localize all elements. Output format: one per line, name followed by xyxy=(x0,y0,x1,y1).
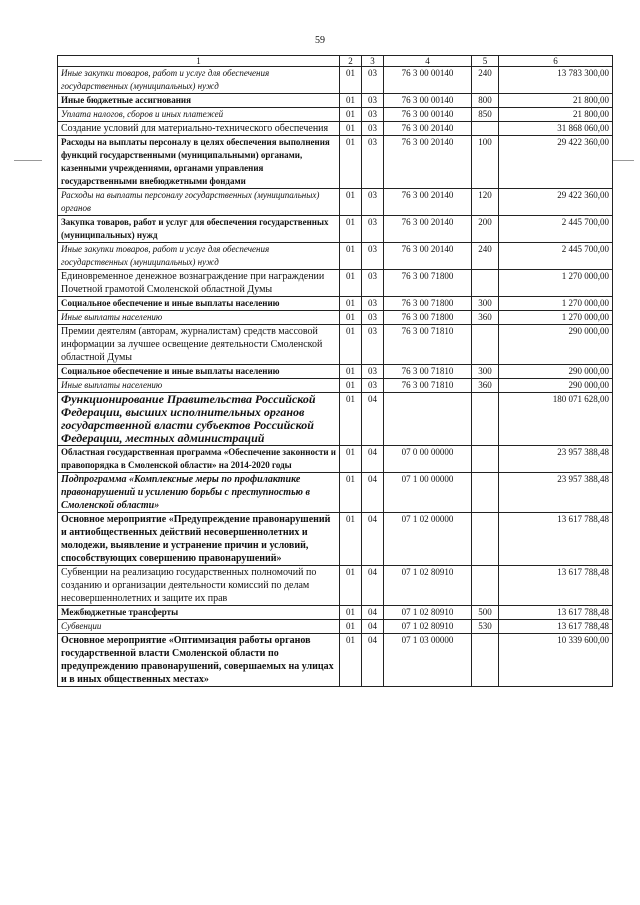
row-name: Субвенции xyxy=(58,620,340,634)
row-expense-type-code: 300 xyxy=(472,297,499,311)
row-name: Расходы на выплаты персоналу государственных (муниципальных) органов xyxy=(58,189,340,216)
row-amount: 2 445 700,00 xyxy=(499,216,613,243)
row-expense-type-code: 100 xyxy=(472,136,499,189)
row-section-code: 01 xyxy=(340,67,362,94)
row-subsection-code: 03 xyxy=(362,189,384,216)
margin-mark xyxy=(14,160,42,161)
row-name: Основное мероприятие «Оптимизация работы органов государственной власти Смоленской области по предупреждению правонарушений, совершаемых на улицах и в иных общественных местах» xyxy=(58,634,340,687)
row-amount: 13 617 788,48 xyxy=(499,566,613,606)
table-body xyxy=(58,67,613,687)
row-name: Иные закупки товаров, работ и услуг для обеспечения государственных (муниципальных) нужд xyxy=(58,243,340,270)
row-target-article-code: 76 3 00 71800 xyxy=(384,311,472,325)
column-header: 3 xyxy=(362,56,384,67)
row-expense-type-code xyxy=(472,270,499,297)
table-row xyxy=(58,297,613,311)
page-number: 59 xyxy=(315,35,325,46)
column-header: 2 xyxy=(340,56,362,67)
row-amount: 10 339 600,00 xyxy=(499,634,613,687)
row-section-code: 01 xyxy=(340,365,362,379)
margin-mark xyxy=(612,160,634,161)
row-amount: 23 957 388,48 xyxy=(499,473,613,513)
row-section-code: 01 xyxy=(340,270,362,297)
row-name: Создание условий для материально-технического обеспечения xyxy=(58,122,340,136)
row-subsection-code: 04 xyxy=(362,446,384,473)
row-amount: 13 617 788,48 xyxy=(499,606,613,620)
row-subsection-code: 03 xyxy=(362,297,384,311)
row-name: Уплата налогов, сборов и иных платежей xyxy=(58,108,340,122)
table-row xyxy=(58,108,613,122)
row-target-article-code: 07 1 02 80910 xyxy=(384,606,472,620)
row-target-article-code: 07 1 02 80910 xyxy=(384,620,472,634)
table-row xyxy=(58,270,613,297)
row-target-article-code: 76 3 00 00140 xyxy=(384,67,472,94)
column-header: 6 xyxy=(499,56,613,67)
row-subsection-code: 04 xyxy=(362,606,384,620)
table-row xyxy=(58,325,613,365)
table-row xyxy=(58,606,613,620)
row-name: Единовременное денежное вознаграждение при награждении Почетной грамотой Смоленской областной Думы xyxy=(58,270,340,297)
row-expense-type-code xyxy=(472,325,499,365)
row-subsection-code: 03 xyxy=(362,325,384,365)
row-target-article-code: 76 3 00 71800 xyxy=(384,270,472,297)
row-name: Межбюджетные трансферты xyxy=(58,606,340,620)
table-row xyxy=(58,67,613,94)
row-subsection-code: 03 xyxy=(362,136,384,189)
row-expense-type-code xyxy=(472,446,499,473)
row-target-article-code: 76 3 00 20140 xyxy=(384,136,472,189)
row-section-code: 01 xyxy=(340,473,362,513)
row-amount: 1 270 000,00 xyxy=(499,270,613,297)
row-subsection-code: 04 xyxy=(362,566,384,606)
table-row xyxy=(58,311,613,325)
budget-table xyxy=(57,55,613,687)
row-target-article-code: 76 3 00 20140 xyxy=(384,243,472,270)
row-name: Иные закупки товаров, работ и услуг для обеспечения государственных (муниципальных) нужд xyxy=(58,67,340,94)
table-row xyxy=(58,634,613,687)
row-expense-type-code: 360 xyxy=(472,379,499,393)
row-amount: 290 000,00 xyxy=(499,365,613,379)
row-subsection-code: 03 xyxy=(362,94,384,108)
row-section-code: 01 xyxy=(340,566,362,606)
table-row xyxy=(58,122,613,136)
row-section-code: 01 xyxy=(340,606,362,620)
row-amount: 290 000,00 xyxy=(499,325,613,365)
row-name: Социальное обеспечение и иные выплаты населению xyxy=(58,365,340,379)
row-section-code: 01 xyxy=(340,189,362,216)
table-row xyxy=(58,446,613,473)
row-amount: 13 783 300,00 xyxy=(499,67,613,94)
row-name: Премии деятелям (авторам, журналистам) средств массовой информации за лучшее освещение деятельности Смоленской областной Думы xyxy=(58,325,340,365)
row-name: Субвенции на реализацию государственных полномочий по созданию и организации деятельности комиссий по делам несовершеннолетних и защите их прав xyxy=(58,566,340,606)
row-subsection-code: 04 xyxy=(362,634,384,687)
table-row xyxy=(58,365,613,379)
table-row xyxy=(58,620,613,634)
row-target-article-code: 07 1 02 00000 xyxy=(384,513,472,566)
table-row xyxy=(58,513,613,566)
table-row xyxy=(58,216,613,243)
row-expense-type-code xyxy=(472,513,499,566)
row-section-code: 01 xyxy=(340,393,362,446)
row-section-code: 01 xyxy=(340,379,362,393)
table-header-row xyxy=(58,56,613,67)
row-section-code: 01 xyxy=(340,311,362,325)
row-name: Иные бюджетные ассигнования xyxy=(58,94,340,108)
row-subsection-code: 04 xyxy=(362,513,384,566)
row-target-article-code xyxy=(384,393,472,446)
row-section-code: 01 xyxy=(340,446,362,473)
row-subsection-code: 04 xyxy=(362,393,384,446)
row-name: Иные выплаты населению xyxy=(58,311,340,325)
row-section-code: 01 xyxy=(340,634,362,687)
row-amount: 180 071 628,00 xyxy=(499,393,613,446)
row-amount: 2 445 700,00 xyxy=(499,243,613,270)
row-amount: 1 270 000,00 xyxy=(499,311,613,325)
row-subsection-code: 04 xyxy=(362,620,384,634)
row-expense-type-code xyxy=(472,122,499,136)
row-amount: 31 868 060,00 xyxy=(499,122,613,136)
row-subsection-code: 03 xyxy=(362,365,384,379)
row-section-code: 01 xyxy=(340,243,362,270)
row-expense-type-code xyxy=(472,473,499,513)
row-subsection-code: 03 xyxy=(362,243,384,270)
row-amount: 13 617 788,48 xyxy=(499,513,613,566)
row-section-code: 01 xyxy=(340,108,362,122)
row-name: Иные выплаты населению xyxy=(58,379,340,393)
row-section-code: 01 xyxy=(340,297,362,311)
row-name: Закупка товаров, работ и услуг для обеспечения государственных (муниципальных) нужд xyxy=(58,216,340,243)
row-target-article-code: 07 1 00 00000 xyxy=(384,473,472,513)
table-row xyxy=(58,189,613,216)
row-target-article-code: 76 3 00 71810 xyxy=(384,365,472,379)
row-expense-type-code: 200 xyxy=(472,216,499,243)
row-expense-type-code: 360 xyxy=(472,311,499,325)
table-row xyxy=(58,393,613,446)
column-header: 5 xyxy=(472,56,499,67)
row-target-article-code: 07 1 02 80910 xyxy=(384,566,472,606)
row-amount: 290 000,00 xyxy=(499,379,613,393)
row-amount: 21 800,00 xyxy=(499,108,613,122)
row-expense-type-code: 300 xyxy=(472,365,499,379)
row-amount: 29 422 360,00 xyxy=(499,189,613,216)
row-name: Подпрограмма «Комплексные меры по профилактике правонарушений и усилению борьбы с преступностью в Смоленской области» xyxy=(58,473,340,513)
row-expense-type-code: 240 xyxy=(472,243,499,270)
row-section-code: 01 xyxy=(340,325,362,365)
row-subsection-code: 03 xyxy=(362,122,384,136)
row-name: Основное мероприятие «Предупреждение правонарушений и антиобщественных действий несовершеннолетних и молодежи, выявление и устранение причин и условий, способствующих совершению правонарушений» xyxy=(58,513,340,566)
row-expense-type-code: 530 xyxy=(472,620,499,634)
table-row xyxy=(58,94,613,108)
row-subsection-code: 03 xyxy=(362,270,384,297)
row-name: Расходы на выплаты персоналу в целях обеспечения выполнения функций государственными (муниципальными) органами, казенными учреждениями, органами управления государственными внебюджетными фондами xyxy=(58,136,340,189)
row-expense-type-code: 240 xyxy=(472,67,499,94)
table-row xyxy=(58,379,613,393)
row-target-article-code: 76 3 00 00140 xyxy=(384,108,472,122)
row-expense-type-code: 800 xyxy=(472,94,499,108)
row-name: Социальное обеспечение и иные выплаты населению xyxy=(58,297,340,311)
row-amount: 21 800,00 xyxy=(499,94,613,108)
row-amount: 23 957 388,48 xyxy=(499,446,613,473)
row-subsection-code: 03 xyxy=(362,311,384,325)
column-header: 4 xyxy=(384,56,472,67)
row-target-article-code: 76 3 00 71800 xyxy=(384,297,472,311)
row-section-code: 01 xyxy=(340,94,362,108)
row-subsection-code: 03 xyxy=(362,67,384,94)
table-row xyxy=(58,243,613,270)
row-amount: 1 270 000,00 xyxy=(499,297,613,311)
row-target-article-code: 76 3 00 71810 xyxy=(384,325,472,365)
row-expense-type-code: 850 xyxy=(472,108,499,122)
row-name: Функционирование Правительства Российской Федерации, высших исполнительных органов государственной власти субъектов Российской Федерации, местных администраций xyxy=(58,393,340,446)
row-section-code: 01 xyxy=(340,620,362,634)
row-target-article-code: 76 3 00 20140 xyxy=(384,216,472,243)
row-section-code: 01 xyxy=(340,216,362,243)
row-subsection-code: 04 xyxy=(362,473,384,513)
row-target-article-code: 07 1 03 00000 xyxy=(384,634,472,687)
row-amount: 13 617 788,48 xyxy=(499,620,613,634)
row-name: Областная государственная программа «Обеспечение законности и правопорядка в Смоленской области» на 2014-2020 годы xyxy=(58,446,340,473)
row-expense-type-code xyxy=(472,393,499,446)
row-section-code: 01 xyxy=(340,136,362,189)
row-expense-type-code: 500 xyxy=(472,606,499,620)
row-target-article-code: 07 0 00 00000 xyxy=(384,446,472,473)
column-header: 1 xyxy=(58,56,340,67)
table-row xyxy=(58,566,613,606)
row-target-article-code: 76 3 00 71810 xyxy=(384,379,472,393)
table-row xyxy=(58,473,613,513)
row-expense-type-code xyxy=(472,566,499,606)
row-section-code: 01 xyxy=(340,513,362,566)
row-amount: 29 422 360,00 xyxy=(499,136,613,189)
row-target-article-code: 76 3 00 20140 xyxy=(384,122,472,136)
row-target-article-code: 76 3 00 00140 xyxy=(384,94,472,108)
row-section-code: 01 xyxy=(340,122,362,136)
table-row xyxy=(58,136,613,189)
row-target-article-code: 76 3 00 20140 xyxy=(384,189,472,216)
row-expense-type-code xyxy=(472,634,499,687)
row-subsection-code: 03 xyxy=(362,108,384,122)
row-subsection-code: 03 xyxy=(362,379,384,393)
row-expense-type-code: 120 xyxy=(472,189,499,216)
row-subsection-code: 03 xyxy=(362,216,384,243)
